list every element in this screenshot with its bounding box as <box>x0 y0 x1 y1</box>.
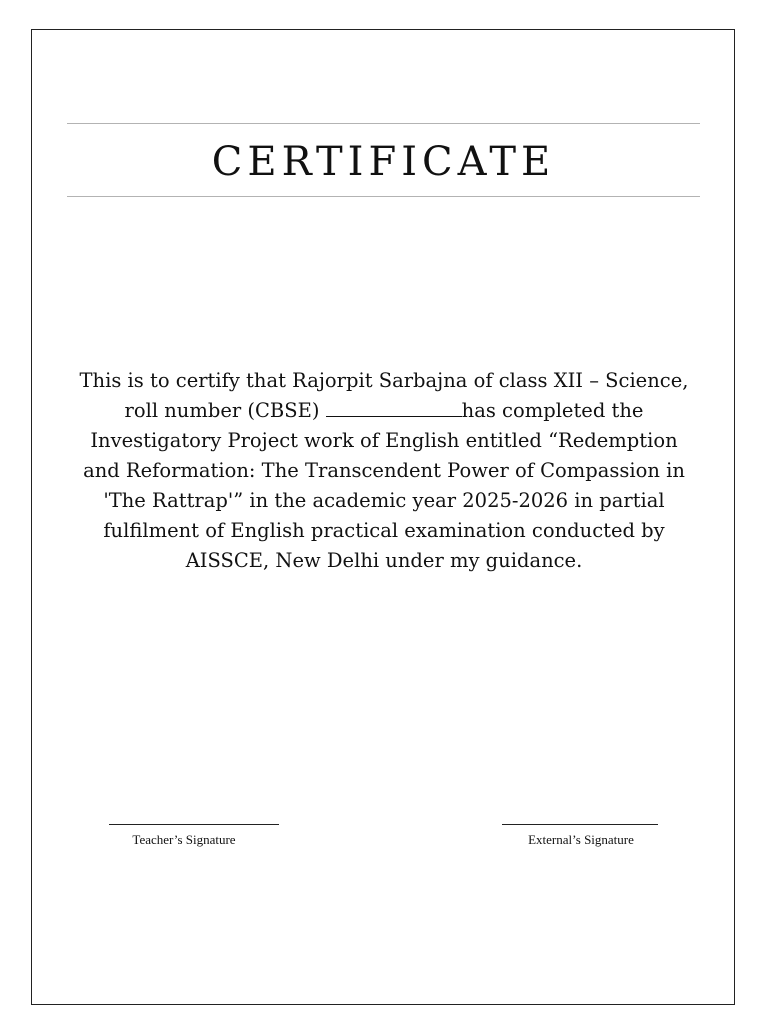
teacher-signature-line <box>109 824 279 825</box>
certificate-body-part1: This is to certify that Rajorpit Sarbajna of class XII – Science, roll number (CBSE) <box>79 369 689 422</box>
title-rule-top <box>67 123 700 124</box>
certificate-body <box>72 366 696 576</box>
teacher-signature-label: Teacher’s Signature <box>132 832 236 847</box>
external-signature-label: External’s Signature <box>528 832 634 847</box>
external-signature-line <box>502 824 658 825</box>
certificate-body-part2: has completed the Investigatory Project work of English entitled “Redemption and Reformation: The Transcendent Power of Compassion in 'The Rattrap'” in the academic year 2025-2026 in partial fulfilment of English practical examination conducted by AISSCE, New Delhi under my guidance. <box>83 399 685 572</box>
certificate-title: CERTIFICATE <box>211 139 556 185</box>
title-rule-bottom <box>67 196 700 197</box>
roll-number-blank <box>326 398 462 417</box>
